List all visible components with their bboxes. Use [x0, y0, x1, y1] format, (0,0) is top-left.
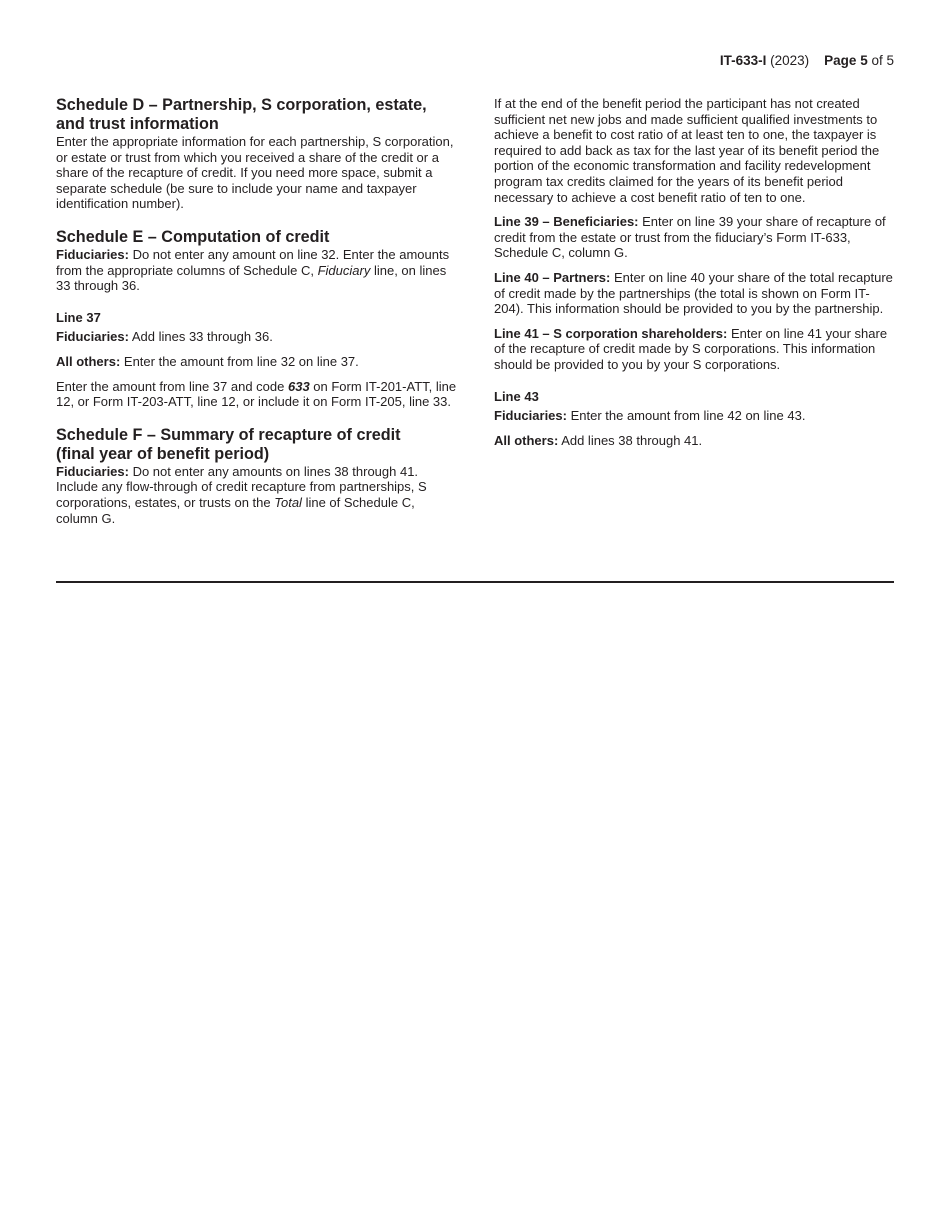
recapture-intro: If at the end of the benefit period the participant has not created sufficient net new jobs and made sufficient qualified investments to achieve a benefit to cost ratio of at least ten to one, the taxpayer is required to add back as tax for the last year of its benefit period the portion of the economic transformation and facility redevelopment program tax credits claimed for the years of its benefit period necessary to achieve a cost benefit ratio of ten to one. [494, 96, 880, 205]
line-37-all-others: All others: Enter the amount from line 32 on line 37. [56, 353, 359, 369]
schedule-e-fiduciaries: Fiduciaries: Do not enter any amount on line 32. Enter the amounts from the appropriate columns of Schedule C, Fiduciary line, on lines 33 through 36. [56, 246, 450, 294]
line-41-s-corp-shareholders: Line 41 – S corporation shareholders: Enter on line 41 your share of the recapture of credit made by S corporations. This information should be provided to you by your S corporations. [494, 325, 888, 372]
left-column [56, 96, 460, 526]
page-total: of 5 [871, 53, 894, 68]
line-43-all-others: All others: Add lines 38 through 41. [494, 432, 703, 448]
credit-code: 633 [287, 378, 310, 394]
form-year: (2023) [770, 53, 810, 68]
right-column [494, 96, 894, 448]
schedule-d-body: Enter the appropriate information for each partnership, S corporation, or estate or trust from which you received a share of the credit or a share of the recapture of credit. If you need more space, submit a separate schedule (be sure to include your name and taxpayer identification number). [56, 134, 454, 212]
form-id: IT-633-I [719, 53, 767, 68]
line-40-partners: Line 40 – Partners: Enter on line 40 your share of the total recapture of credit made by the partnerships (the total is shown on Form IT-204). This information should be provided to you by the partnership. [494, 269, 893, 317]
line-39-beneficiaries: Line 39 – Beneficiaries: Enter on line 39 your share of recapture of credit from the estate or trust from the fiduciary’s Form IT-633, Schedule C, column G. [494, 214, 886, 261]
schedule-d-title: Schedule D – Partnership, S corporation, estate, and trust information [56, 96, 427, 133]
line-37-fiduciaries: Fiduciaries: Add lines 33 through 36. [56, 329, 273, 345]
line-43-heading: Line 43 [494, 388, 539, 404]
page-number: Page 5 [824, 53, 868, 68]
line-37-code-instructions: Enter the amount from line 37 and code 633 on Form IT-201-ATT, line 12, or Form IT-203-ATT, line 12, or include it on Form IT-205, line 33. [56, 378, 457, 410]
schedule-f-fiduciaries: Fiduciaries: Do not enter any amounts on lines 38 through 41. Include any flow-through of credit recapture from partnerships, S corporations, estates, or trusts on the Total line of Schedule C, column G. [56, 463, 427, 526]
page-header [720, 53, 894, 69]
line-43-fiduciaries: Fiduciaries: Enter the amount from line 42 on line 43. [494, 408, 806, 424]
schedule-e-title: Schedule E – Computation of credit [56, 227, 330, 246]
line-37-heading: Line 37 [56, 309, 101, 325]
schedule-f-title: Schedule F – Summary of recapture of credit (final year of benefit period) [56, 425, 401, 463]
section-divider [56, 581, 894, 583]
